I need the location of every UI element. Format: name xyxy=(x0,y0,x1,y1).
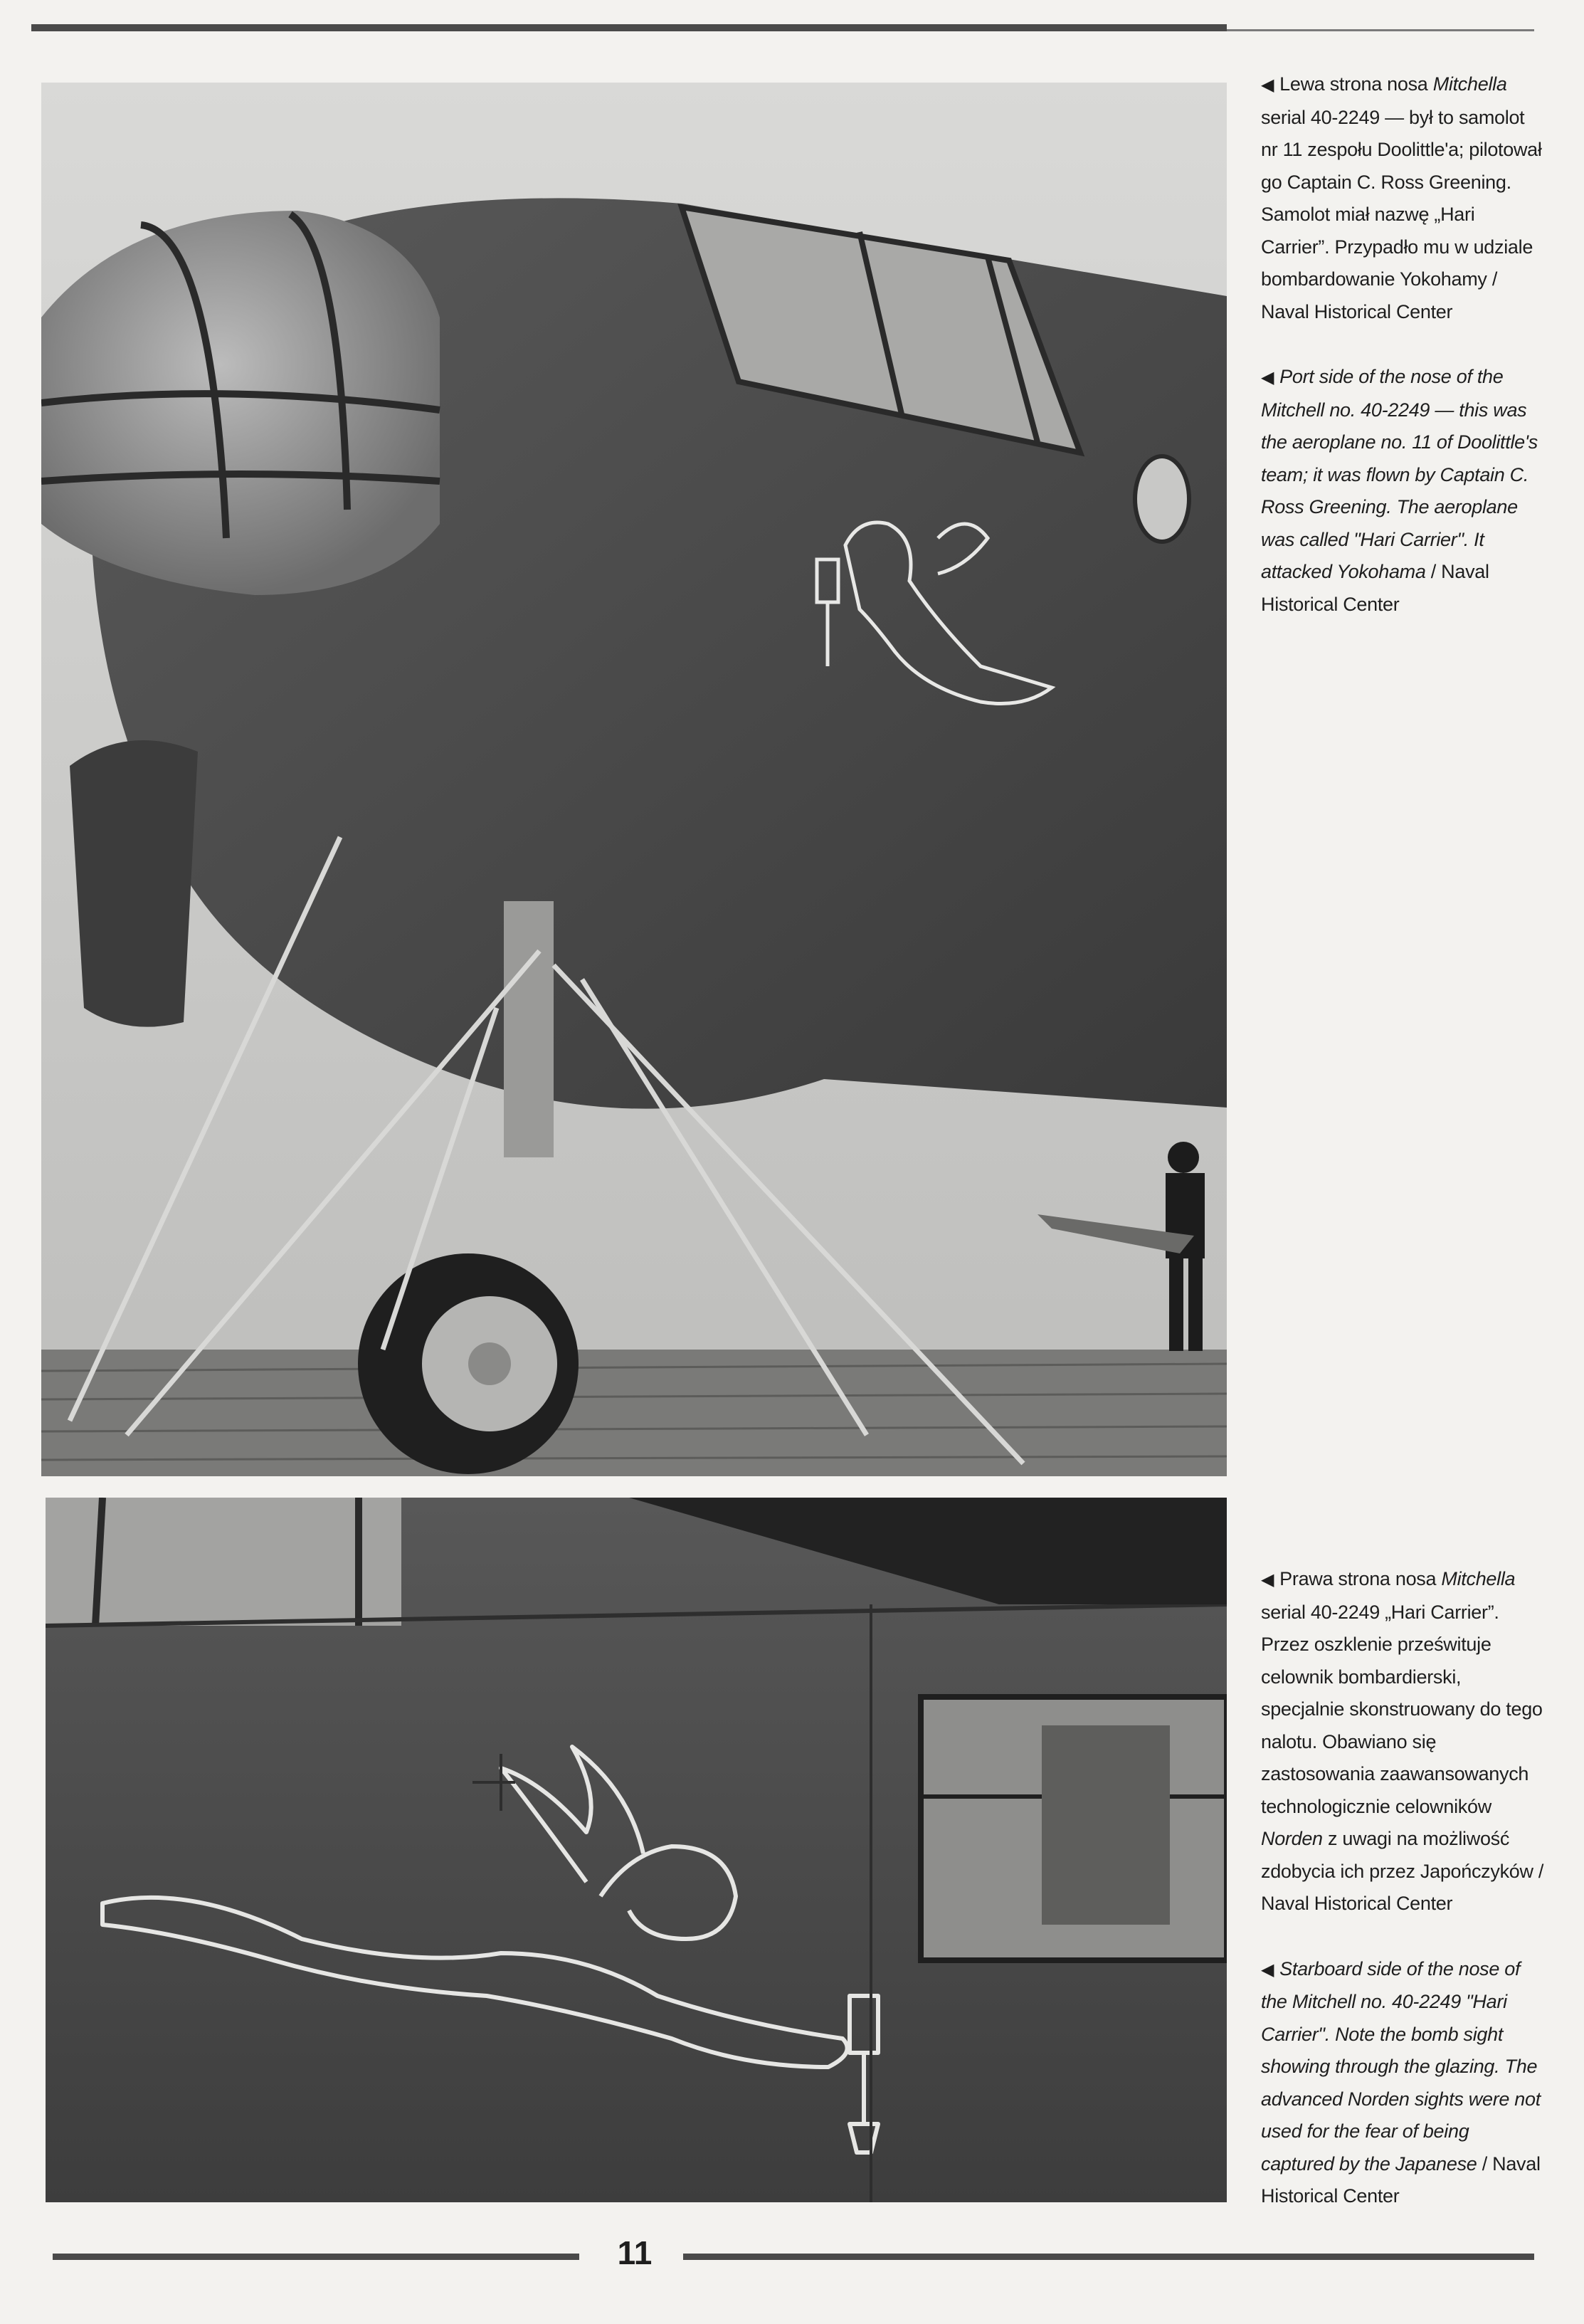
bottom-rule-right xyxy=(683,2254,1534,2260)
caption-spacer xyxy=(1261,328,1546,361)
photo-credit: / Naval Historical Center xyxy=(1261,561,1489,615)
caption-top xyxy=(1261,68,1546,621)
port-side-nose-illustration xyxy=(41,83,1227,1476)
photo-credit: / Naval Historical Center xyxy=(1261,1860,1544,1914)
starboard-side-nose-photo xyxy=(46,1498,1227,2202)
port-side-nose-photo xyxy=(41,83,1227,1476)
page-number: 11 xyxy=(617,2234,653,2271)
photo-credit: / Naval Historical Center xyxy=(1261,2152,1541,2207)
caption-spacer xyxy=(1261,1920,1546,1953)
starboard-side-nose-illustration xyxy=(46,1498,1227,2202)
caption-arrow-icon: ◀ xyxy=(1261,368,1274,387)
caption-arrow-icon: ◀ xyxy=(1261,75,1274,95)
top-rule-thin xyxy=(1227,29,1534,31)
caption-text: Prawa strona nosa xyxy=(1279,1568,1442,1589)
caption-text: z uwagi na możliwość zdobycia ich przez Japończyków xyxy=(1261,1828,1533,1882)
caption-top-english xyxy=(1261,361,1546,621)
caption-italic-text: Starboard side of the nose of the Mitchell no. 40-2249 "Hari Carrier". Note the bomb sight showing through the glazing. The advanced Norden sights were not used for the fear of being captured by the Japanese xyxy=(1261,1957,1541,2175)
caption-italic-text: Port side of the nose of the Mitchell no. 40-2249 — this was the aeroplane no. 11 of Doolittle's team; it was flown by Captain C. Ross Greening. The aeroplane was called "Hari Carrier". It attacked Yokohama xyxy=(1261,366,1538,582)
caption-arrow-icon: ◀ xyxy=(1261,1960,1274,1979)
caption-italic-text: Mitchella xyxy=(1441,1568,1516,1589)
caption-text: Lewa strona nosa xyxy=(1279,73,1433,95)
bottom-rule-left xyxy=(53,2254,579,2260)
caption-text: serial 40-2249 — był to samolot nr 11 zespołu Doolittle'a; pilotował go Captain C. Ross Greening. Samolot miał nazwę „Hari Carrier”. Przypadło mu w udziale bombardowanie Yokohamy xyxy=(1261,106,1542,290)
caption-bottom-polish xyxy=(1261,1563,1546,1920)
caption-italic-text: Norden xyxy=(1261,1828,1323,1849)
caption-text: serial 40-2249 „Hari Carrier”. Przez oszklenie prześwituje celownik bombardierski, specjalnie skonstruowany do tego nalotu. Obawiano się zastosowania zaawansowanych technologicznie celowników xyxy=(1261,1601,1543,1817)
caption-bottom xyxy=(1261,1563,1546,2213)
caption-top-polish xyxy=(1261,68,1546,328)
top-rule xyxy=(31,24,1227,31)
caption-bottom-english xyxy=(1261,1953,1546,2213)
photo-credit: / Naval Historical Center xyxy=(1261,268,1498,322)
caption-italic-text: Mitchella xyxy=(1432,73,1507,95)
caption-arrow-icon: ◀ xyxy=(1261,1570,1274,1589)
